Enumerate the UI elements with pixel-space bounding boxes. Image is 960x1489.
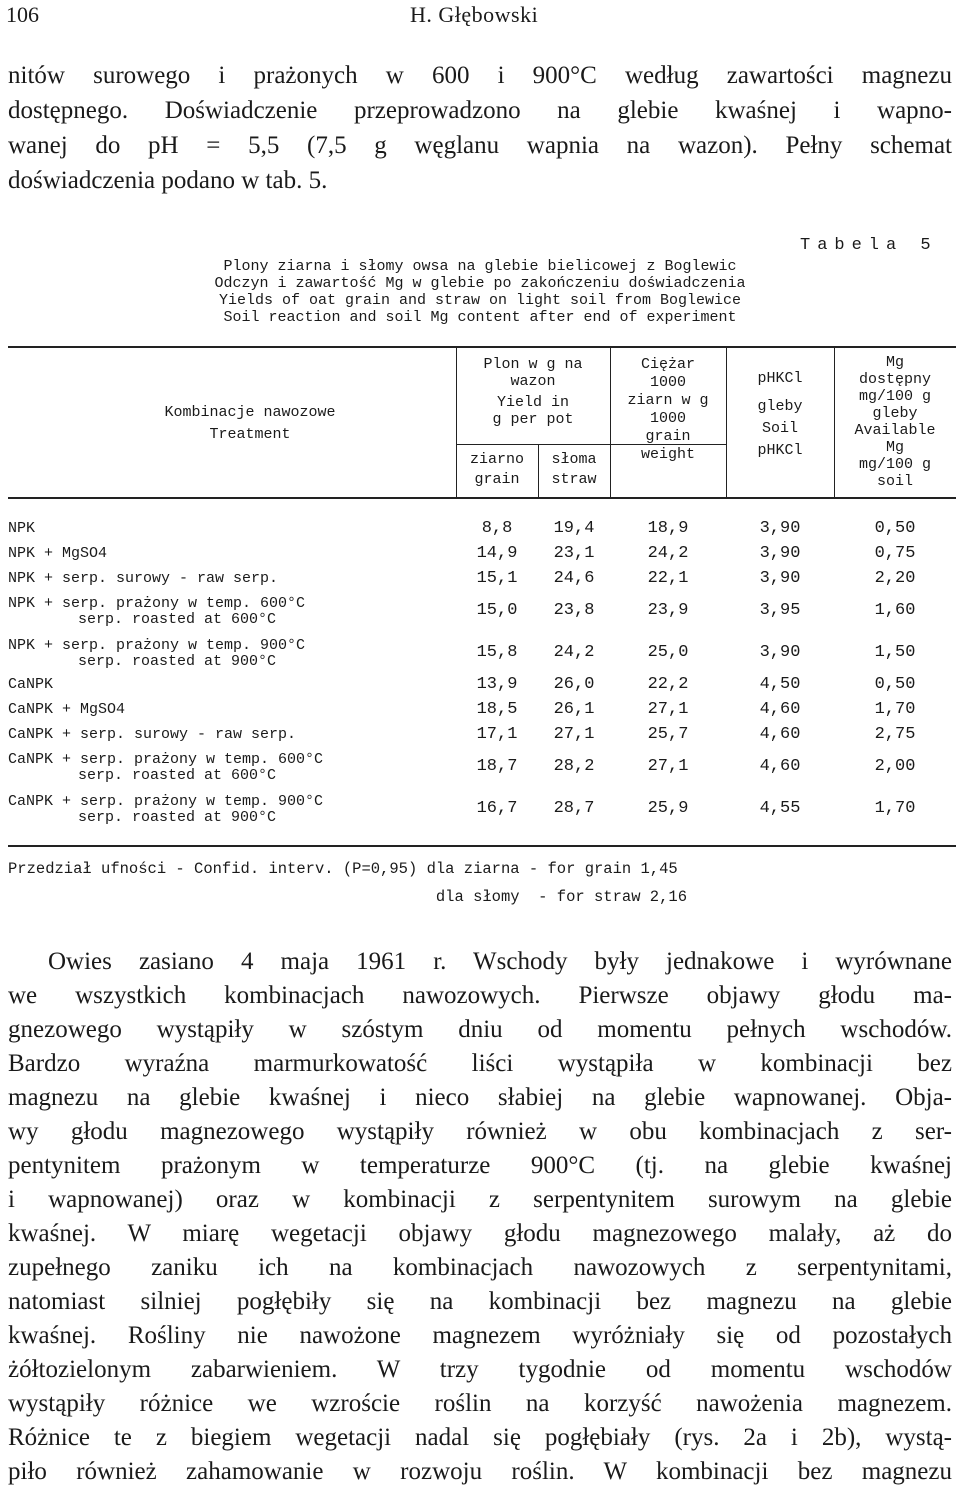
header-text: słoma	[551, 451, 597, 468]
body-line: żółtozielonym zabarwieniem. W trzy tygodnie od momentu wschodów	[8, 1356, 952, 1383]
header-text: g per pot	[492, 411, 574, 428]
cell-grain: 18,7	[476, 757, 518, 776]
caption-line: Soil reaction and soil Mg content after end of experiment	[223, 309, 737, 326]
cell-straw: 26,1	[553, 700, 595, 719]
header-mg	[834, 354, 956, 490]
cell-grain: 13,9	[476, 675, 518, 694]
header-grain	[456, 450, 538, 490]
cell-grain: 15,1	[476, 569, 518, 588]
row-label: NPK + MgSO4	[8, 545, 108, 562]
table-body-bottom-rule	[8, 845, 956, 847]
cell-mg: 0,50	[874, 519, 916, 538]
header-text: gleby	[757, 398, 803, 415]
row-label: NPK + serp. surowy - raw serp.	[8, 570, 279, 587]
cell-weight: 25,7	[647, 725, 689, 744]
cell-mg: 0,75	[874, 544, 916, 563]
table-label: Tabela 5	[800, 236, 938, 255]
body-line: wystąpiły różnice we wzroście roślin na korzyść nawożenia magnezem.	[8, 1390, 952, 1417]
cell-ph: 3,90	[759, 643, 801, 662]
table-top-rule	[8, 346, 956, 348]
header-treatment	[120, 402, 380, 446]
row-label: CaNPK + serp. prażony w temp. 900°C	[8, 793, 324, 810]
header-text: Available	[854, 422, 936, 439]
body-line: pentynitem prażonym w temperaturze 900°C (tj. na glebie kwaśnej	[8, 1152, 952, 1179]
cell-ph: 4,60	[759, 700, 801, 719]
header-text: Plon w g na	[483, 356, 583, 373]
cell-grain: 8,8	[481, 519, 513, 538]
caption-line: Plony ziarna i słomy owsa na glebie bielicowej z Boglewic	[223, 258, 737, 275]
cell-weight: 22,2	[647, 675, 689, 694]
cell-mg: 2,00	[874, 757, 916, 776]
row-label-sub: serp. roasted at 900°C	[78, 653, 277, 670]
caption-line: Yields of oat grain and straw on light soil from Boglewice	[218, 292, 742, 309]
body-line: Różnice te z biegiem wegetacji nadal się pogłębiały (rys. 2a i 2b), wystą-	[8, 1424, 952, 1451]
cell-grain: 16,7	[476, 799, 518, 818]
header-text: Treatment	[209, 426, 291, 443]
table-caption	[120, 258, 840, 326]
intro-paragraph	[8, 58, 952, 198]
header-text: pHKCl	[757, 370, 803, 387]
header-text: ziarn w g	[627, 392, 709, 409]
header-text: straw	[551, 471, 597, 488]
header-text: grain	[645, 428, 691, 445]
cell-weight: 24,2	[647, 544, 689, 563]
row-label: CaNPK + serp. prażony w temp. 600°C	[8, 751, 324, 768]
body-line: wy głodu magnezowego wystąpiły również w obu kombinacjach z ser-	[8, 1118, 952, 1145]
cell-ph: 4,60	[759, 757, 801, 776]
header-weight	[610, 356, 726, 464]
header-text: Yield in	[496, 394, 569, 411]
header-text: pHKCl	[757, 442, 803, 459]
intro-line: doświadczenia podano w tab. 5.	[8, 167, 328, 194]
cell-mg: 1,60	[874, 601, 916, 620]
header-text: weight	[640, 446, 695, 463]
cell-grain: 14,9	[476, 544, 518, 563]
body-line: we wszystkich kombinacjach nawozowych. Pierwsze objawy głodu ma-	[8, 982, 952, 1009]
cell-mg: 0,50	[874, 675, 916, 694]
header-text: Soil	[761, 420, 798, 437]
header-text: gleby	[872, 405, 918, 422]
confidence-line: dla słomy - for straw 2,16	[8, 888, 688, 906]
header-text: mg/100 g	[858, 388, 931, 405]
cell-straw: 23,8	[553, 601, 595, 620]
cell-ph: 3,90	[759, 569, 801, 588]
header-text: soil	[876, 473, 913, 490]
body-line: kwaśnej. W miarę wegetacji objawy głodu magnezowego malały, aż do	[8, 1220, 952, 1247]
row-label: NPK + serp. prażony w temp. 600°C	[8, 595, 306, 612]
cell-weight: 23,9	[647, 601, 689, 620]
confidence-interval-note	[8, 855, 687, 911]
row-label-sub: serp. roasted at 600°C	[78, 611, 277, 628]
header-text: Kombinacje nawozowe	[164, 404, 336, 421]
header-straw	[538, 450, 610, 490]
body-line: zupełnego zaniku ich na kombinacjach nawozowych z serpentynitami,	[8, 1254, 952, 1281]
body-line: i wapnowanej) oraz w kombinacji z serpentynitem surowym na glebie	[8, 1186, 952, 1213]
header-ph	[726, 368, 834, 462]
running-head	[0, 0, 960, 30]
cell-grain: 18,5	[476, 700, 518, 719]
cell-ph: 3,90	[759, 544, 801, 563]
table-header-bottom-rule	[8, 497, 956, 499]
running-title: H. Głębowski	[410, 2, 539, 27]
cell-weight: 27,1	[647, 757, 689, 776]
cell-straw: 24,6	[553, 569, 595, 588]
row-label: CaNPK + serp. surowy - raw serp.	[8, 726, 297, 743]
cell-straw: 27,1	[553, 725, 595, 744]
body-line: Bardzo wyraźna marmurkowatość liści wystąpiła w kombinacji bez	[8, 1050, 952, 1077]
cell-mg: 1,70	[874, 700, 916, 719]
intro-line: dostępnego. Doświadczenie przeprowadzono na glebie kwaśnej i wapno-	[8, 97, 952, 124]
cell-mg: 1,50	[874, 643, 916, 662]
header-text: ziarno	[469, 451, 524, 468]
cell-ph: 3,95	[759, 601, 801, 620]
cell-grain: 15,8	[476, 643, 518, 662]
intro-line: nitów surowego i prażonych w 600 i 900°C według zawartości magnezu	[8, 62, 952, 89]
cell-grain: 17,1	[476, 725, 518, 744]
cell-weight: 18,9	[647, 519, 689, 538]
header-yield	[456, 356, 610, 428]
observation-paragraph	[8, 945, 952, 1489]
header-text: Mg	[885, 439, 904, 456]
body-line: Owies zasiano 4 maja 1961 r. Wschody były jednakowe i wyrównane	[48, 948, 952, 975]
cell-grain: 15,0	[476, 601, 518, 620]
cell-straw: 19,4	[553, 519, 595, 538]
cell-weight: 27,1	[647, 700, 689, 719]
row-label-sub: serp. roasted at 900°C	[78, 809, 277, 826]
body-line: piło również zahamowanie w rozwoju roślin. W kombinacji bez magnezu	[8, 1458, 952, 1485]
page-number: 106	[6, 2, 39, 27]
header-text: 1000	[649, 410, 686, 427]
cell-weight: 22,1	[647, 569, 689, 588]
cell-weight: 25,9	[647, 799, 689, 818]
cell-straw: 23,1	[553, 544, 595, 563]
cell-ph: 4,55	[759, 799, 801, 818]
cell-ph: 3,90	[759, 519, 801, 538]
cell-ph: 4,60	[759, 725, 801, 744]
row-label: CaNPK + MgSO4	[8, 701, 126, 718]
header-text: grain	[474, 471, 520, 488]
row-label: NPK	[8, 520, 36, 537]
confidence-line: Przedział ufności - Confid. interv. (P=0,95) dla ziarna - for grain 1,45	[8, 860, 678, 878]
header-text: Mg	[885, 354, 904, 371]
cell-ph: 4,50	[759, 675, 801, 694]
cell-straw: 26,0	[553, 675, 595, 694]
row-label-sub: serp. roasted at 600°C	[78, 767, 277, 784]
header-text: dostępny	[858, 371, 931, 388]
intro-line: wanej do pH = 5,5 (7,5 g węglanu wapnia na wazon). Pełny schemat	[8, 132, 952, 159]
cell-straw: 24,2	[553, 643, 595, 662]
cell-mg: 2,20	[874, 569, 916, 588]
cell-straw: 28,7	[553, 799, 595, 818]
cell-straw: 28,2	[553, 757, 595, 776]
body-line: magnezu na glebie kwaśnej i nieco słabiej na glebie wapnowanej. Obja-	[8, 1084, 952, 1111]
row-label: NPK + serp. prażony w temp. 900°C	[8, 637, 306, 654]
header-text: Ciężar	[640, 356, 695, 373]
header-text: mg/100 g	[858, 456, 931, 473]
row-label: CaNPK	[8, 676, 54, 693]
header-text: 1000	[649, 374, 686, 391]
caption-line: Odczyn i zawartość Mg w glebie po zakończeniu doświadczenia	[214, 275, 746, 292]
body-line: gnezowego wystąpiły w szóstym dniu od momentu pełnych wschodów.	[8, 1016, 952, 1043]
body-line: natomiast silniej pogłębiły się na kombinacji bez magnezu na glebie	[8, 1288, 952, 1315]
body-line: kwaśnej. Rośliny nie nawożone magnezem wyróżniały się od pozostałych	[8, 1322, 952, 1349]
cell-mg: 2,75	[874, 725, 916, 744]
header-text: wazon	[510, 373, 556, 390]
cell-weight: 25,0	[647, 643, 689, 662]
cell-mg: 1,70	[874, 799, 916, 818]
